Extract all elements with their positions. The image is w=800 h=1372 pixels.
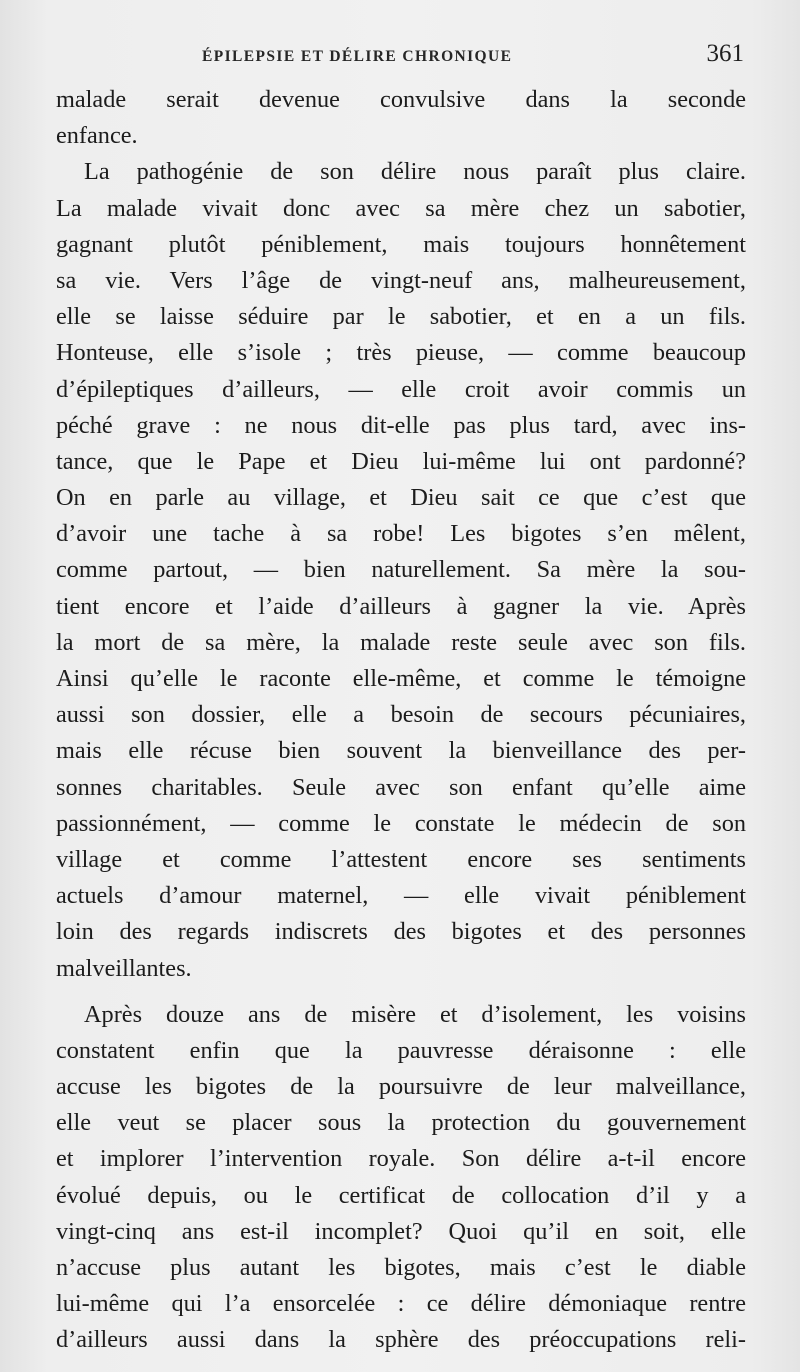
text-line: sonnes charitables. Seule avec son enfant qu’elle aime [56, 773, 746, 801]
text-line: tance, que le Pape et Dieu lui-même lui ont pardonné? [56, 447, 746, 475]
text-line: gagnant plutôt péniblement, mais toujours honnêtement [56, 230, 746, 258]
text-line: malveillantes. [56, 954, 192, 982]
text-line: vingt-cinq ans est-il incomplet? Quoi qu’il en soit, elle [56, 1217, 746, 1245]
text-line: lui-même qui l’a ensorcelée : ce délire démoniaque rentre [56, 1290, 746, 1318]
text-line: accuse les bigotes de la poursuivre de leur malveillance, [56, 1073, 746, 1101]
text-line: Ainsi qu’elle le raconte elle-même, et comme le témoigne [56, 665, 746, 692]
page-number: 361 [706, 40, 744, 67]
paragraph [56, 154, 746, 986]
text-line: elle se laisse séduire par le sabotier, et en a un fils. [56, 303, 746, 331]
text-line: d’épileptiques d’ailleurs, — elle croit avoir commis un [56, 375, 746, 403]
text-line: Honteuse, elle s’isole ; très pieuse, — comme beaucoup [56, 339, 746, 367]
page-header [56, 40, 744, 76]
text-line: comme partout, — bien naturellement. Sa mère la sou- [56, 556, 746, 584]
body-text [56, 82, 746, 1359]
text-line: passionnément, — comme le constate le médecin de son [56, 809, 746, 837]
text-line: constatent enfin que la pauvresse déraisonne : elle [56, 1036, 746, 1064]
text-line: Après douze ans de misère et d’isolement, les voisins [84, 1000, 746, 1028]
text-line: évolué depuis, ou le certificat de collocation d’il y a [56, 1181, 746, 1209]
paragraph [56, 997, 746, 1359]
text-line: aussi son dossier, elle a besoin de secours pécuniaires, [56, 701, 746, 729]
text-line: loin des regards indiscrets des bigotes et des personnes [56, 918, 746, 946]
text-line: mais elle récuse bien souvent la bienveillance des per- [56, 737, 746, 765]
text-line: elle veut se placer sous la protection du gouvernement [56, 1109, 746, 1137]
text-line: village et comme l’attestent encore ses sentiments [56, 845, 746, 873]
text-line: La malade vivait donc avec sa mère chez un sabotier, [56, 194, 746, 222]
text-line: enfance. [56, 122, 138, 150]
text-line: d’ailleurs aussi dans la sphère des préoccupations reli- [56, 1326, 746, 1354]
text-line: malade serait devenue convulsive dans la seconde [56, 86, 746, 113]
text-line: sa vie. Vers l’âge de vingt-neuf ans, malheureusement, [56, 266, 746, 294]
text-line: d’avoir une tache à sa robe! Les bigotes s’en mêlent, [56, 520, 746, 548]
text-line: On en parle au village, et Dieu sait ce que c’est que [56, 484, 746, 512]
text-line: et implorer l’intervention royale. Son délire a-t-il encore [56, 1145, 746, 1173]
text-line: n’accuse plus autant les bigotes, mais c’est le diable [56, 1254, 746, 1281]
text-line: tient encore et l’aide d’ailleurs à gagner la vie. Après [56, 592, 746, 620]
paragraph [56, 82, 746, 154]
text-line: la mort de sa mère, la malade reste seule avec son fils. [56, 628, 746, 656]
paragraph-gap [56, 987, 746, 997]
text-line: actuels d’amour maternel, — elle vivait péniblement [56, 882, 746, 910]
text-line: péché grave : ne nous dit-elle pas plus tard, avec ins- [56, 411, 746, 439]
running-title: ÉPILEPSIE ET DÉLIRE CHRONIQUE [202, 48, 513, 65]
text-line: La pathogénie de son délire nous paraît plus claire. [84, 158, 746, 186]
